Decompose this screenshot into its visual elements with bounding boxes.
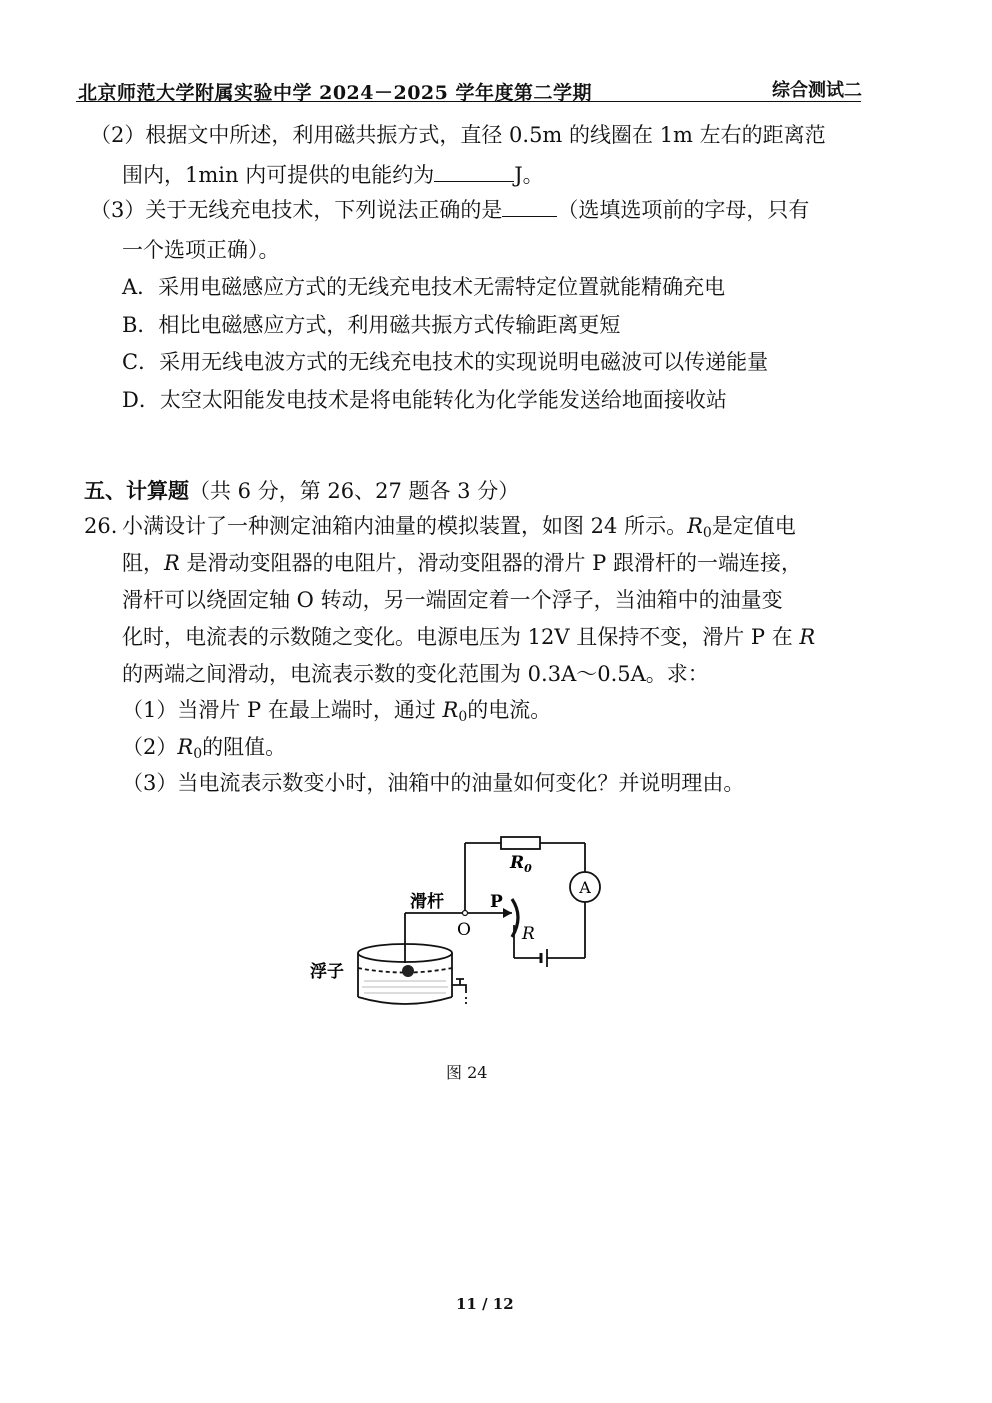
label-sliding-rod: 滑杆 xyxy=(410,892,444,912)
section5-title: 五、计算题 xyxy=(84,478,189,503)
r0-subscript: 0 xyxy=(702,525,712,541)
q26-sub1-text: （1）当滑片 P 在最上端时，通过 xyxy=(122,698,443,722)
q26-line1 xyxy=(122,516,796,540)
q25-2-line1: （2）根据文中所述，利用磁共振方式，直径 0.5m 的线圈在 1m 左右的距离范 xyxy=(90,123,826,147)
q26-line5: 的两端之间滑动，电流表示数的变化范围为 0.3A～0.5A。求： xyxy=(122,662,709,686)
label-float: 浮子 xyxy=(310,962,344,982)
option-d: D．太空太阳能发电技术是将电能转化为化学能发送给地面接收站 xyxy=(122,388,727,412)
q25-3-line1-text: （3）关于无线充电技术，下列说法正确的是 xyxy=(90,198,503,222)
q25-2-line2-text: 围内，1min 内可提供的电能约为 xyxy=(122,163,435,187)
q25-3-line2: 一个选项正确）。 xyxy=(122,238,280,262)
q26-line3: 滑杆可以绕固定轴 O 转动，另一端固定着一个浮子，当油箱中的油量变 xyxy=(122,588,783,612)
q25-3-line1-note: （选填选项前的字母，只有 xyxy=(557,198,810,222)
tank-bottom xyxy=(358,997,452,1004)
q26-sub2 xyxy=(122,737,286,761)
arrow-head xyxy=(503,908,512,918)
answer-blank-energy[interactable] xyxy=(434,180,514,182)
label-o: O xyxy=(457,920,471,940)
rheostat-r xyxy=(512,899,518,937)
r-symbol: R xyxy=(164,551,180,575)
header-rule xyxy=(76,101,861,102)
q26-line2-text: 是滑动变阻器的电阻片，滑动变阻器的滑片 P 跟滑杆的一端连接， xyxy=(179,551,802,575)
resistor-r0 xyxy=(501,837,540,849)
section5-heading xyxy=(84,480,519,502)
label-ammeter: A xyxy=(579,878,591,897)
q25-2-unit: J。 xyxy=(514,163,544,187)
r0-subscript-3: 0 xyxy=(193,746,203,762)
label-r0: $R_0$ xyxy=(510,853,532,875)
oil-hatching xyxy=(362,981,448,993)
q26-line2-head: 阻， xyxy=(122,551,164,575)
option-b: B．相比电磁感应方式，利用磁共振方式传输距离更短 xyxy=(122,313,621,337)
q26-sub1-tail: 的电流。 xyxy=(467,698,552,722)
tap xyxy=(452,979,466,993)
label-r: R xyxy=(522,924,535,944)
r0-symbol-3: R xyxy=(177,735,194,759)
figure-caption: 图 24 xyxy=(446,1063,488,1082)
q26-sub1 xyxy=(122,700,551,724)
q26-line1-text: 小满设计了一种测定油箱内油量的模拟装置，如图 24 所示。 xyxy=(122,514,688,538)
q25-3-line1 xyxy=(90,200,809,221)
pivot-o xyxy=(463,911,468,916)
q26-number: 26. xyxy=(84,514,118,538)
q26-line2 xyxy=(122,553,802,574)
option-c: C．采用无线电波方式的无线充电技术的实现说明电磁波可以传递能量 xyxy=(122,350,769,374)
header-test-name: 综合测试二 xyxy=(772,80,862,101)
option-a: A．采用电磁感应方式的无线充电技术无需特定位置就能精确充电 xyxy=(122,275,726,299)
header-school-term: 北京师范大学附属实验中学 2024－2025 学年度第二学期 xyxy=(78,82,592,104)
r0-subscript-2: 0 xyxy=(458,709,468,725)
q25-2-line2 xyxy=(122,165,544,186)
label-p: P xyxy=(490,892,503,912)
q26-line4 xyxy=(122,627,815,648)
q26-sub3: （3）当电流表示数变小时，油箱中的油量如何变化？并说明理由。 xyxy=(122,771,745,795)
r0-symbol-2: R xyxy=(442,698,459,722)
r-symbol-2: R xyxy=(799,625,816,649)
q26-sub2-head: （2） xyxy=(122,735,178,759)
q26-line4-text: 化时，电流表的示数随之变化。电源电压为 12V 且保持不变，滑片 P 在 xyxy=(122,625,800,649)
float xyxy=(402,965,414,977)
q26-line1-tail: 是定值电 xyxy=(711,514,796,538)
answer-blank-choice[interactable] xyxy=(502,215,557,217)
q26-sub2-tail: 的阻值。 xyxy=(202,735,287,759)
section5-note: （共 6 分，第 26、27 题各 3 分） xyxy=(189,479,520,503)
page-number: 11 / 12 xyxy=(456,1295,514,1313)
figure-24-circuit xyxy=(300,825,620,1025)
r0-symbol: R xyxy=(687,514,703,538)
